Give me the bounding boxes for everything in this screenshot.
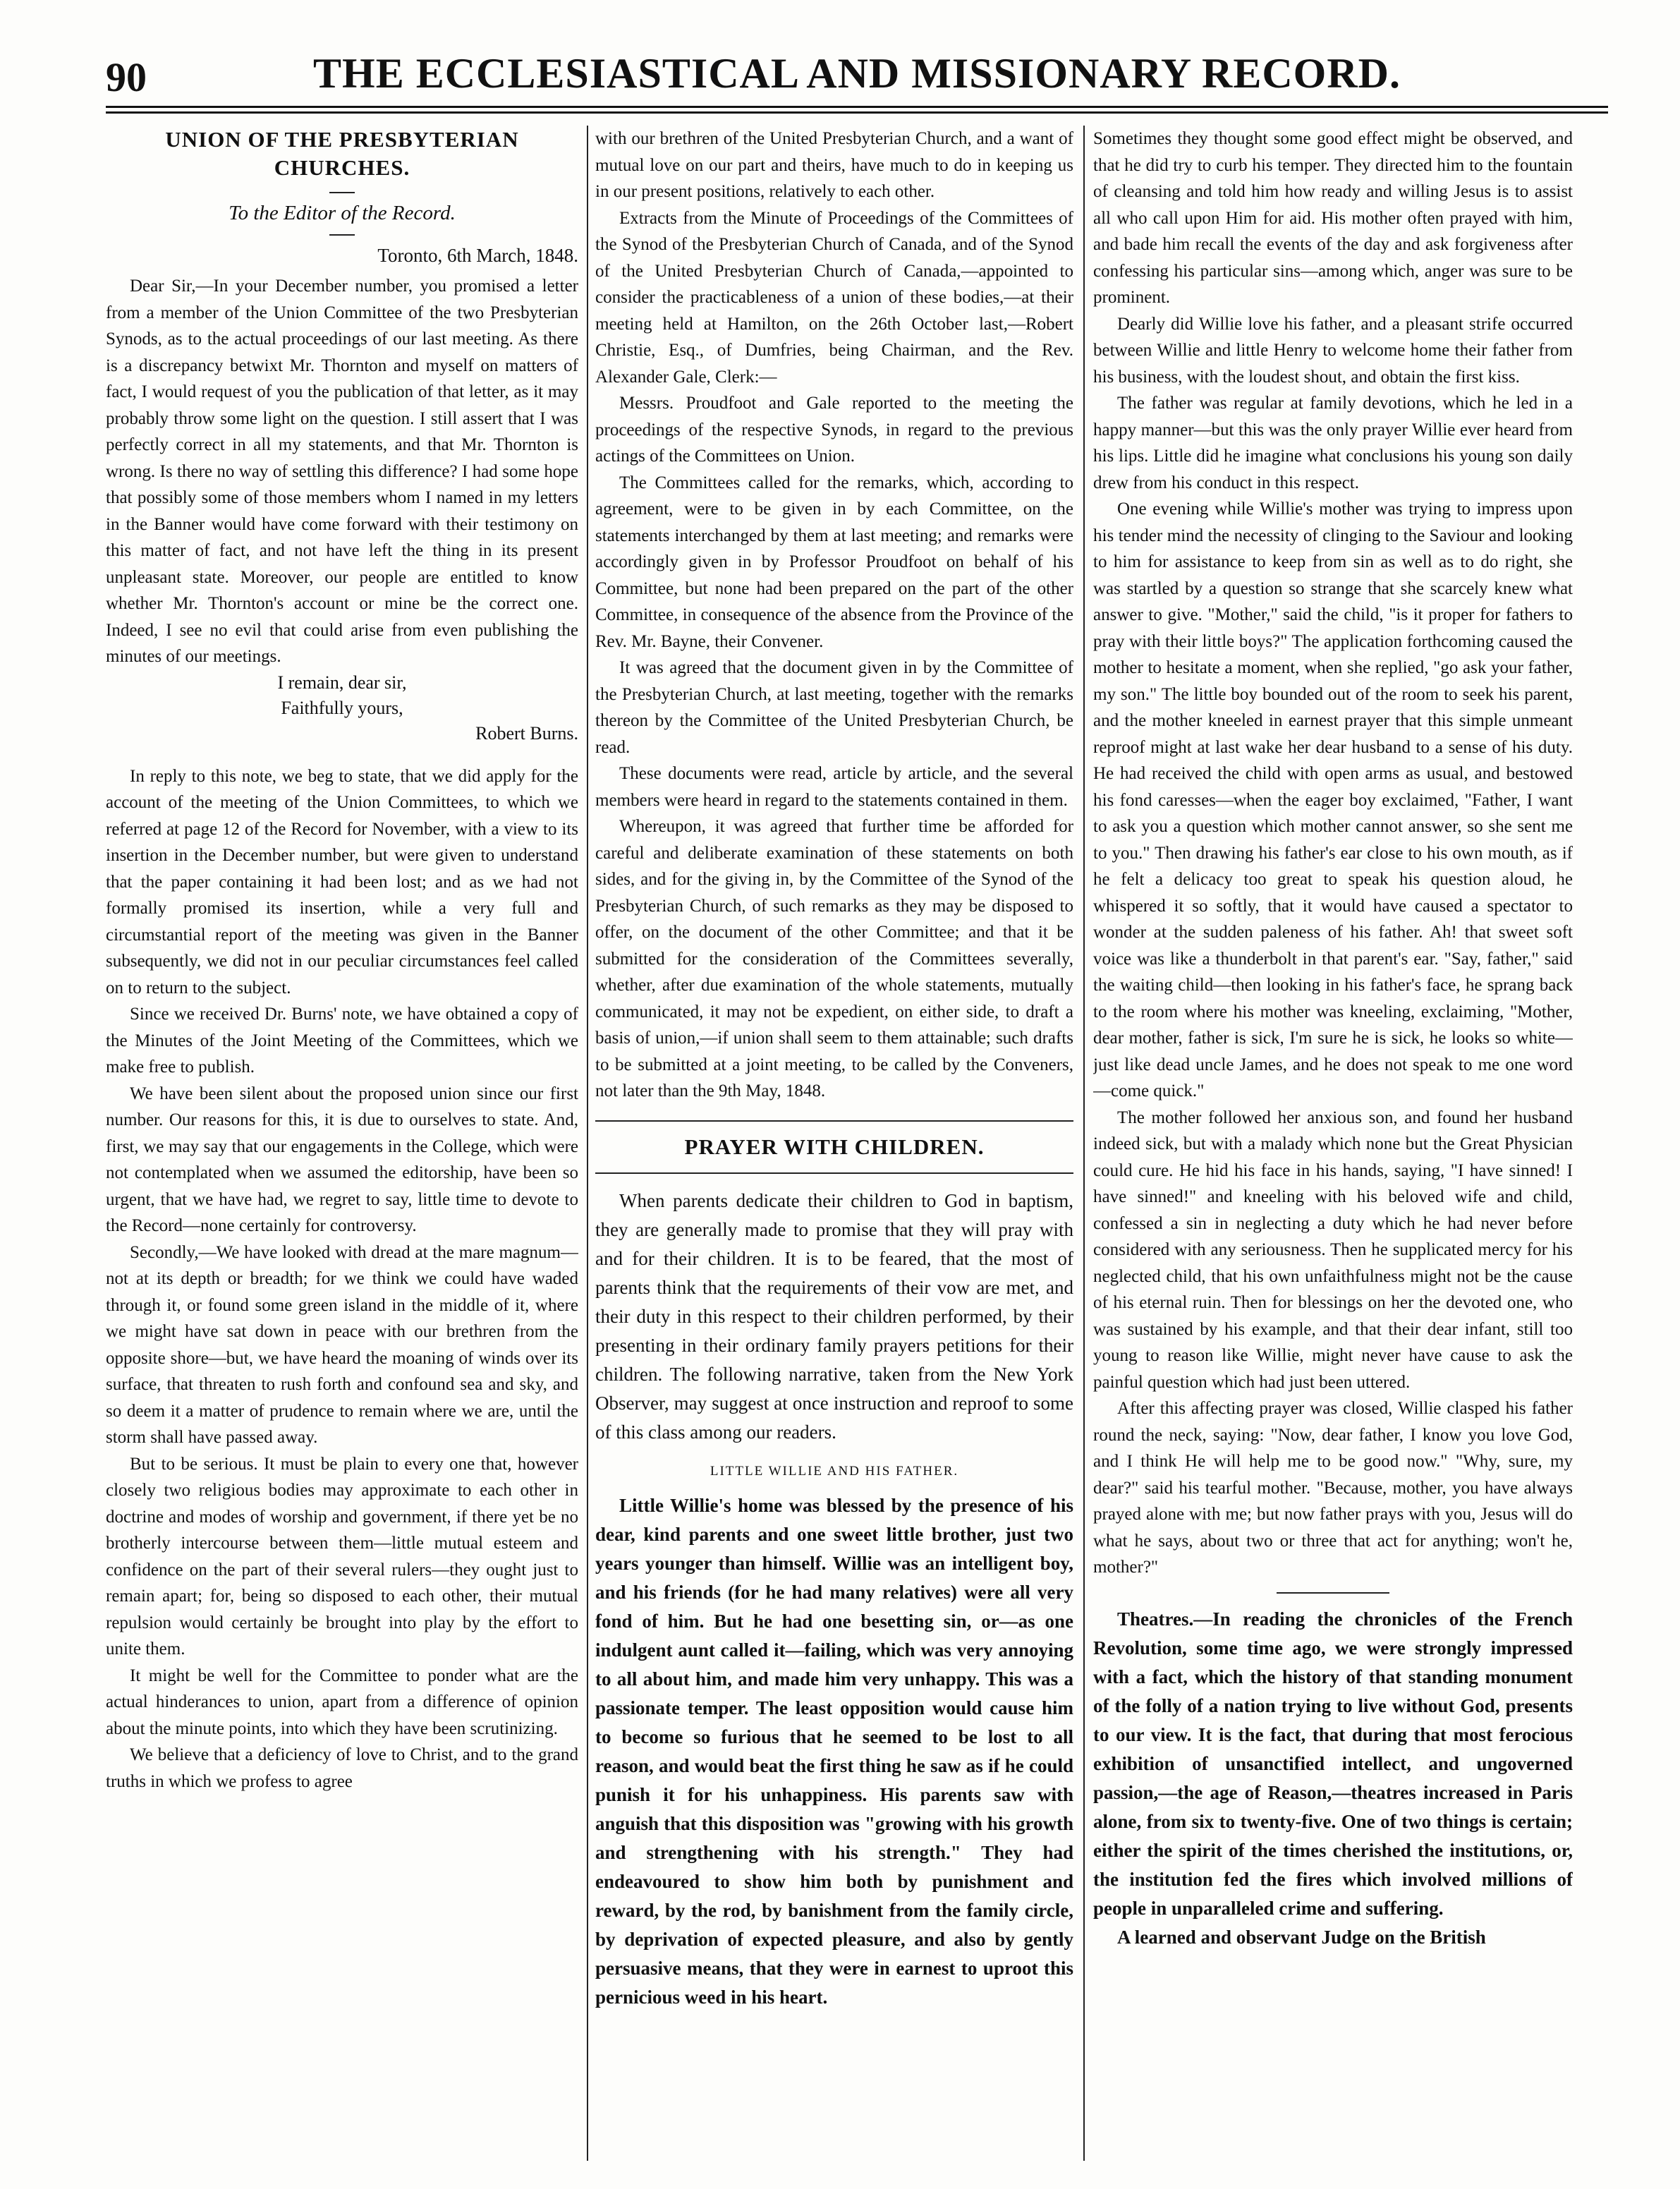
header-rule-bottom xyxy=(106,111,1608,114)
addressee-rule xyxy=(329,234,355,236)
letter-addressee: To the Editor of the Record. xyxy=(229,202,456,224)
story-paragraph: One evening while Willie's mother was trying to impress upon his tender mind the necessity of clinging to the Saviour and looking to him for assistance to keep from sin as well as to do right, she was startled by a question so strange that she scarcely knew what answer to give. "Mother," said the child, "is it proper for fathers to pray with their little boys?" The application forthcoming caused the mother to hesitate a moment, when she replied, "go ask your father, my son." The little boy bounded out of the room to seek his parent, and the mother kneeled in earnest prayer that this simple unmeant reproof might at last wake her dear husband to a sense of his duty. He had received the child with open arms as usual, and bestowed his fond caresses—when the eager boy exclaimed, "Father, I want to ask you a question which mother cannot answer, so she sent me to you." Then drawing his father's ear close to his own mouth, as if he felt a delicacy too great to speak his question aloud, he whispered it so softly, that it would have caused a spectator to wonder at the sudden paleness of his father. Ah! that sweet soft voice was like a thunderbolt in that parent's ear. "Say, father," said the waiting child—then looking in his father's face, he sprang back to the room where his mother was kneeling, exclaiming, "Mother, dear mother, father is sick, I'm sure he is sick, he looks so white—just like dead uncle James, and he does not speak to me one word—come quick." xyxy=(1093,499,1573,1100)
section-divider xyxy=(595,1120,1073,1174)
article-heading-prayer: PRAYER WITH CHILDREN. xyxy=(684,1134,985,1159)
letter-body: Dear Sir,—In your December number, you promised a letter from a member of the Union Committee of the two Presbyterian Synods, as to the actual proceedings of our last meeting. As there is a discrepancy betwixt Mr. Thornton and myself on matters of fact, I would request of you the publication of that letter, as it may probably throw some light on the question. I still assert that I was perfectly correct in all my statements, and that Mr. Thornton is wrong. Is there no way of settling this difference? I had some hope that possibly some of those members whom I named in my letters in the Banner would have come forward with their testimony on this matter of fact, and not have left the thing in its present unpleasant state. Moreover, our people are entitled to know whether Mr. Thornton's account or mine be the correct one. Indeed, I see no evil that could arise from even publishing the minutes of our meetings. xyxy=(106,277,578,666)
letter-signature: Robert Burns. xyxy=(475,722,578,744)
paragraph: Secondly,—We have looked with dread at the mare magnum—not at its depth or breadth; for we think we could have waded through it, or found some green island in the middle of it, where we might have sat down in peace with our brethren from the opposite shore—but, we have heard the moaning of winds over its surface, that threaten to rush forth and confound sea and sky, and so deem it a matter of prudence to remain where we are, until the storm shall have passed away. xyxy=(106,1242,578,1447)
article-heading-union: UNION OF THE PRESBYTERIAN CHURCHES. xyxy=(165,127,519,180)
paragraph: with our brethren of the United Presbyterian Church, and a want of mutual love on our part and theirs, have much to do in keeping us in our present positions, relatively to each other. xyxy=(595,129,1073,201)
heading-rule xyxy=(329,192,355,193)
column-3 xyxy=(1093,126,1573,2164)
story-paragraph: Sometimes they thought some good effect might be observed, and that he did try to curb his temper. They directed him to the fountain of cleansing and told him how ready and willing Jesus is to assist all who call upon Him for aid. His mother often prayed with him, and bade him recall the events of the day and ask forgiveness after confessing his particular sins—among which, anger was sure to be prominent. xyxy=(1093,129,1573,307)
paragraph: We believe that a deficiency of love to Christ, and to the grand truths in which we profess to agree xyxy=(106,1745,578,1791)
story-paragraph: After this affecting prayer was closed, Willie clasped his father round the neck, saying: "Now, dear father, I know you love God, and I think He will help me to be good now." "Why, sure, my dear?" said his tearful mother. "Because, mother, you have always prayed alone with me; but now father prays with you, Jesus will do what he says, about two or three that act for anything; won't he, mother?" xyxy=(1093,1399,1573,1577)
letter-dateline: Toronto, 6th March, 1848. xyxy=(377,244,578,266)
column-1 xyxy=(106,126,578,2164)
paragraph: But to be serious. It must be plain to every one that, however closely two religious bodies may approximate to each other in doctrine and modes of worship and government, if there yet be no brotherly intercourse between them—little mutual esteem and confidence on the part of their several rulers—they ought just to remain apart; for, being so disposed to each other, their mutual repulsion would certainly be brought into play by the effort to unite them. xyxy=(106,1454,578,1659)
story-paragraph: Little Willie's home was blessed by the presence of his dear, kind parents and one sweet little brother, just two years younger than himself. Willie was an intelligent boy, and his friends (for he had many relatives) were all very fond of him. But he had one besetting sin, or—as one indulgent aunt called it—failing, which was very annoying to all about him, and made him very unhappy. This was a passionate temper. The least opposition would cause him to become so furious that he seemed to be lost to all reason, and would beat the first thing he saw as if he could punish it for his unhappiness. His parents saw with anguish that this disposition was "growing with his growth and strengthening with his strength." They had endeavoured to show him both by punishment and reward, by the rod, by banishment from the family circle, by deprivation of expected pleasure, and also by gently persuasive means, that they were in earnest to uproot this pernicious weed in his heart. xyxy=(595,1495,1073,2008)
story-paragraph: The mother followed her anxious son, and found her husband indeed sick, but with a malady which none but the Great Physician could cure. He hid his face in his hands, saying, "I have sinned! I have sinned!" and kneeling with his beloved wife and child, confessed a sin in neglecting a duty which he had never before considered with any seriousness. Then he supplicated mercy for his neglected child, that his own unfaithfulness might not be the cause of his eternal ruin. Then for blessings on her the devoted one, who was sustained by his example, and that their dear infant, still too young to reason like Willie, might never have cause to ask the painful question which had just been uttered. xyxy=(1093,1108,1573,1392)
minutes-paragraph: It was agreed that the document given in by the Committee of the Presbyterian Church, at last meeting, together with the remarks thereon by the Committee of the United Presbyterian Church, be read. xyxy=(595,658,1073,757)
minutes-paragraph: These documents were read, article by article, and the several members were heard in regard to the statements contained in them. xyxy=(595,764,1073,810)
running-title: THE ECCLESIASTICAL AND MISSIONARY RECORD. xyxy=(313,50,1401,97)
minutes-paragraph: Whereupon, it was agreed that further time be afforded for careful and deliberate examination of these statements on both sides, and for the giving in, by the Committee of the Synod of the Presbyterian Church, of such remarks as they may be disposed to offer, on the document of the other Committee; and that it be submitted for the consideration of the Committees severally, whether, after due examination of the whole statements, mutually communicated, it may not be expedient, on either side, to draft a basis of union,—if union shall seem to them attainable; such drafts to be submitted at a joint meeting, to be called by the Conveners, not later than the 9th May, 1848. xyxy=(595,817,1073,1100)
story-paragraph: The father was regular at family devotions, which he led in a happy manner—but this was the only prayer Willie ever heard from his lips. Little did he imagine what conclusions his young son daily drew from his conduct in this respect. xyxy=(1093,394,1573,492)
story-paragraph: Dearly did Willie love his father, and a pleasant strife occurred between Willie and little Henry to welcome home their father from his business, with the loudest shout, and obtain the first kiss. xyxy=(1093,314,1573,387)
column-divider-2 xyxy=(1083,126,1085,2161)
minutes-extract-intro: Extracts from the Minute of Proceedings of the Committees of the Synod of the Presbyterian Church of Canada, and of the Synod of the United Presbyterian Church of Canada,—appointed to consider the practicableness of a union of these bodies,—at their meeting held at Hamilton, on the 26th October last,—Robert Christie, Esq., of Dumfries, being Chairman, and the Rev. Alexander Gale, Clerk:— xyxy=(595,208,1073,387)
minutes-paragraph: Messrs. Proudfoot and Gale reported to the meeting the proceedings of the respective Synods, in regard to the previous actings of the Committees on Union. xyxy=(595,394,1073,466)
minutes-paragraph: The Committees called for the remarks, which, according to agreement, were to be given in by each Committee, on the statements interchanged by them at last meeting; and remarks were accordingly given in by Professor Proudfoot on behalf of his Committee, but none had been prepared on the part of the other Committee, in consequence of the absence from the Province of the Rev. Mr. Bayne, their Convener. xyxy=(595,473,1073,651)
paragraph: Since we received Dr. Burns' note, we have obtained a copy of the Minutes of the Joint Meeting of the Committees, which we make free to publish. xyxy=(106,1005,578,1077)
story-title: LITTLE WILLIE AND HIS FATHER. xyxy=(710,1463,959,1479)
paragraph: In reply to this note, we beg to state, that we did apply for the account of the meeting of the Union Committees, to which we referred at page 12 of the Record for November, with a view to its insertion in the December number, but were given to understand that the paper containing it had been lost; and as we had not formally promised its insertion, while a very full and circumstantial report of the meeting was given in the Banner subsequently, we did not in our peculiar circumstances feel called on to return to the subject. xyxy=(106,766,578,998)
page-number: 90 xyxy=(106,54,147,100)
letter-closing-2: Faithfully yours, xyxy=(281,697,403,718)
theatres-paragraph: Theatres.—In reading the chronicles of the French Revolution, some time ago, we were strongly impressed with a fact, which the history of that standing monument of the folly of a nation trying to live without God, presents to our view. It is the fact, that during that most ferocious exhibition of unsanctified intellect, and ungoverned passion,—the age of Reason,—theatres increased in Paris alone, from six to twenty-five. One of two things is certain; either the spirit of the times cherished the institutions, or, the institution fed the fires which involved millions of people in unparalleled crime and suffering. xyxy=(1093,1608,1573,1919)
letter-closing-1: I remain, dear sir, xyxy=(277,672,407,693)
section-rule xyxy=(1277,1592,1389,1594)
paragraph: When parents dedicate their children to God in baptism, they are generally made to promise that they will pray with and for their children. It is to be feared, that the most of parents think that the requirements of their vow are met, and their duty in this respect to their children performed, by their presenting in their ordinary family prayers petitions for their children. The following narrative, taken from the New York Observer, may suggest at once instruction and reproof to some of this class among our readers. xyxy=(595,1189,1073,1443)
paragraph: We have been silent about the proposed union since our first number. Our reasons for this, it is due to ourselves to state. And, first, we may say that our engagements in the College, which were not contemplated when we assumed the editorship, have been so urgent, that we have had, we regret to say, little time to devote to the Record—none certainly for controversy. xyxy=(106,1084,578,1235)
page-header xyxy=(106,49,1608,106)
column-divider-1 xyxy=(587,126,588,2161)
paragraph: It might be well for the Committee to ponder what are the actual hinderances to union, apart from a difference of opinion about the minute points, into which they have been scrutinizing. xyxy=(106,1666,578,1738)
paragraph: A learned and observant Judge on the British xyxy=(1117,1926,1486,1948)
header-rule-top xyxy=(106,106,1608,108)
column-2 xyxy=(595,126,1073,2164)
